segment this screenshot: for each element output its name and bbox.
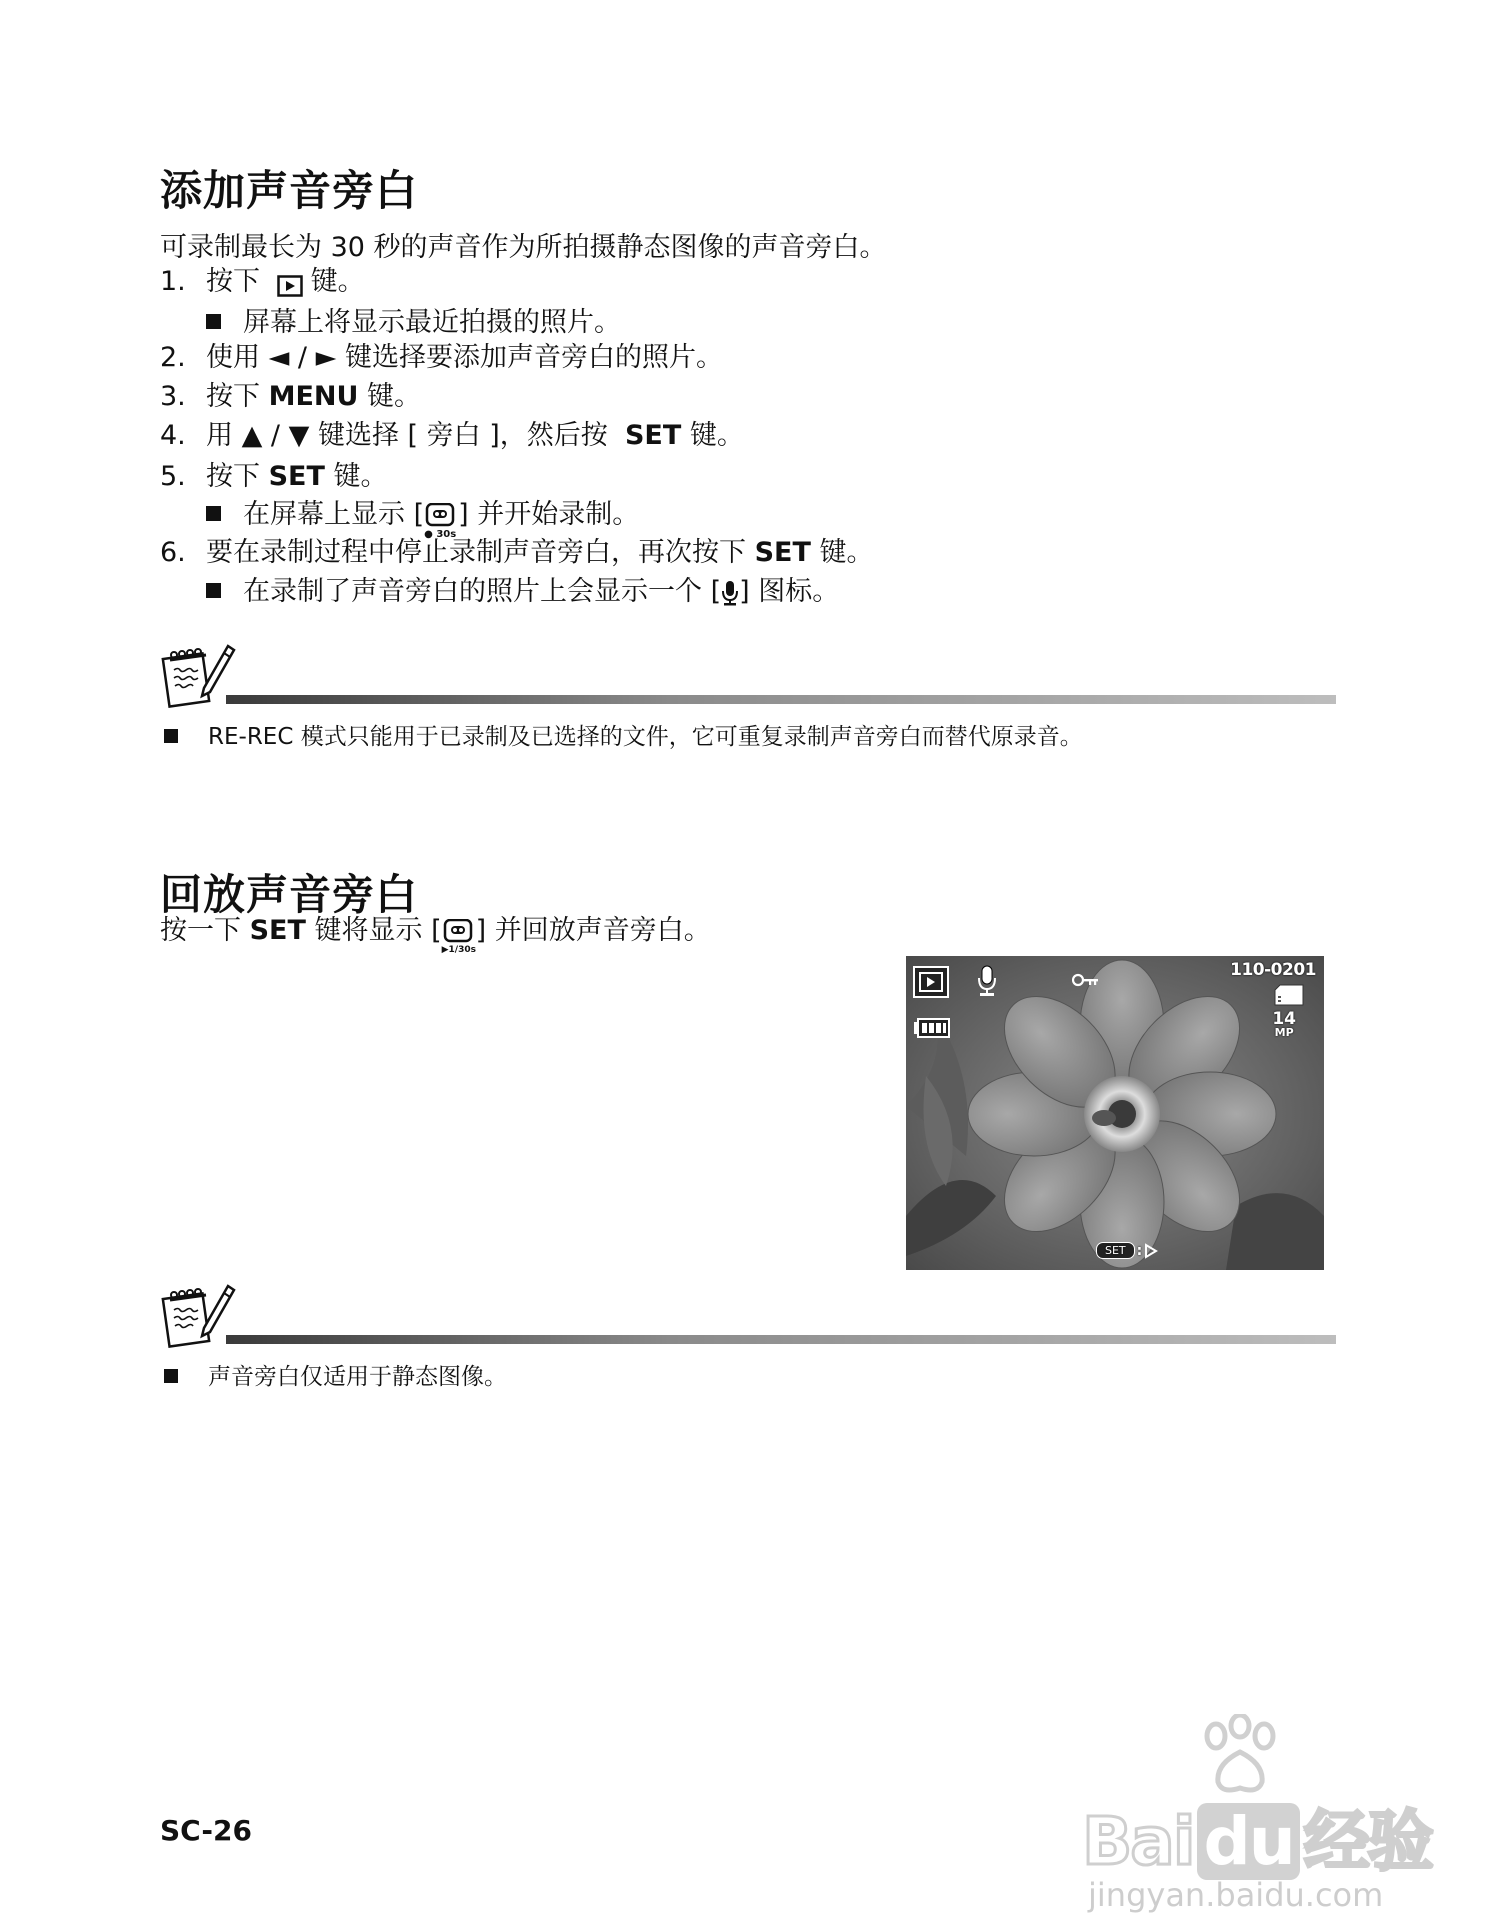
voice-record-icon xyxy=(424,503,458,540)
resolution-indicator: 14 MP xyxy=(1272,1009,1296,1039)
note-1: RE-REC 模式只能用于已录制及已选择的文件，它可重复录制声音旁白而替代原录音。 xyxy=(164,718,1083,751)
step-1: 1. 按下 键。 xyxy=(160,266,365,297)
step-3: 3. 按下 MENU 键。 xyxy=(160,381,422,412)
bullet-square xyxy=(206,314,221,329)
baidu-url: jingyan.baidu.com xyxy=(1088,1876,1384,1914)
play-triangle-icon xyxy=(1144,1243,1158,1259)
note-2: 声音旁白仅适用于静态图像。 xyxy=(164,1358,507,1391)
file-number: 110-0201 xyxy=(1230,960,1316,980)
note-notepad-icon-2 xyxy=(160,1280,236,1352)
note-divider xyxy=(226,695,1336,704)
step-number: 1. xyxy=(160,266,186,297)
step-4: 4. 用 ▲ / ▼ 键选择 [ 旁白 ]，然后按 SET 键。 xyxy=(160,420,744,451)
playback-mode-icon xyxy=(913,966,949,998)
step-5-bullet: 在屏幕上显示 [ ● 30s ] 并开始录制。 xyxy=(206,498,639,532)
step-6: 6. 要在录制过程中停止录制声音旁白，再次按下 SET 键。 xyxy=(160,537,874,568)
step-6-bullet: 在录制了声音旁白的照片上会显示一个 [ ] 图标。 xyxy=(206,575,839,609)
voice-memo-icon xyxy=(976,964,998,1002)
step-2: 2. 使用 ◄ / ► 键选择要添加声音旁白的照片。 xyxy=(160,342,723,373)
baidu-wordmark: Bai du 经验 xyxy=(1082,1803,1432,1880)
section2-title: 回放声音旁白 xyxy=(160,870,419,919)
note-divider-2 xyxy=(226,1335,1336,1344)
step-5: 5. 按下 SET 键。 xyxy=(160,461,388,492)
microphone-icon xyxy=(721,579,739,607)
sd-card-icon xyxy=(1274,984,1304,1010)
voice-playback-icon xyxy=(441,919,476,955)
section1-title: 添加声音旁白 xyxy=(160,166,419,215)
set-play-hint: SET : xyxy=(1096,1242,1158,1259)
page-number: SC-26 xyxy=(160,1814,252,1847)
camera-lcd-screen xyxy=(906,956,1324,1270)
section2-intro: 按一下 SET 键将显示 [ ▶1/30s ] 并回放声音旁白。 xyxy=(160,915,711,955)
section1-intro: 可录制最长为 30 秒的声音作为所拍摄静态图像的声音旁白。 xyxy=(160,232,887,263)
flower-photo xyxy=(906,956,1324,1270)
step-1-bullet: 屏幕上将显示最近拍摄的照片。 xyxy=(206,306,621,340)
voice-playback-duration: ▶1/30s xyxy=(441,944,476,955)
note-notepad-icon xyxy=(160,640,236,712)
battery-icon xyxy=(913,1018,951,1042)
voice-record-duration: ● 30s xyxy=(424,528,457,540)
protect-key-icon xyxy=(1072,972,1100,991)
play-button-icon xyxy=(277,272,303,294)
set-button-label: SET xyxy=(1096,1242,1135,1259)
